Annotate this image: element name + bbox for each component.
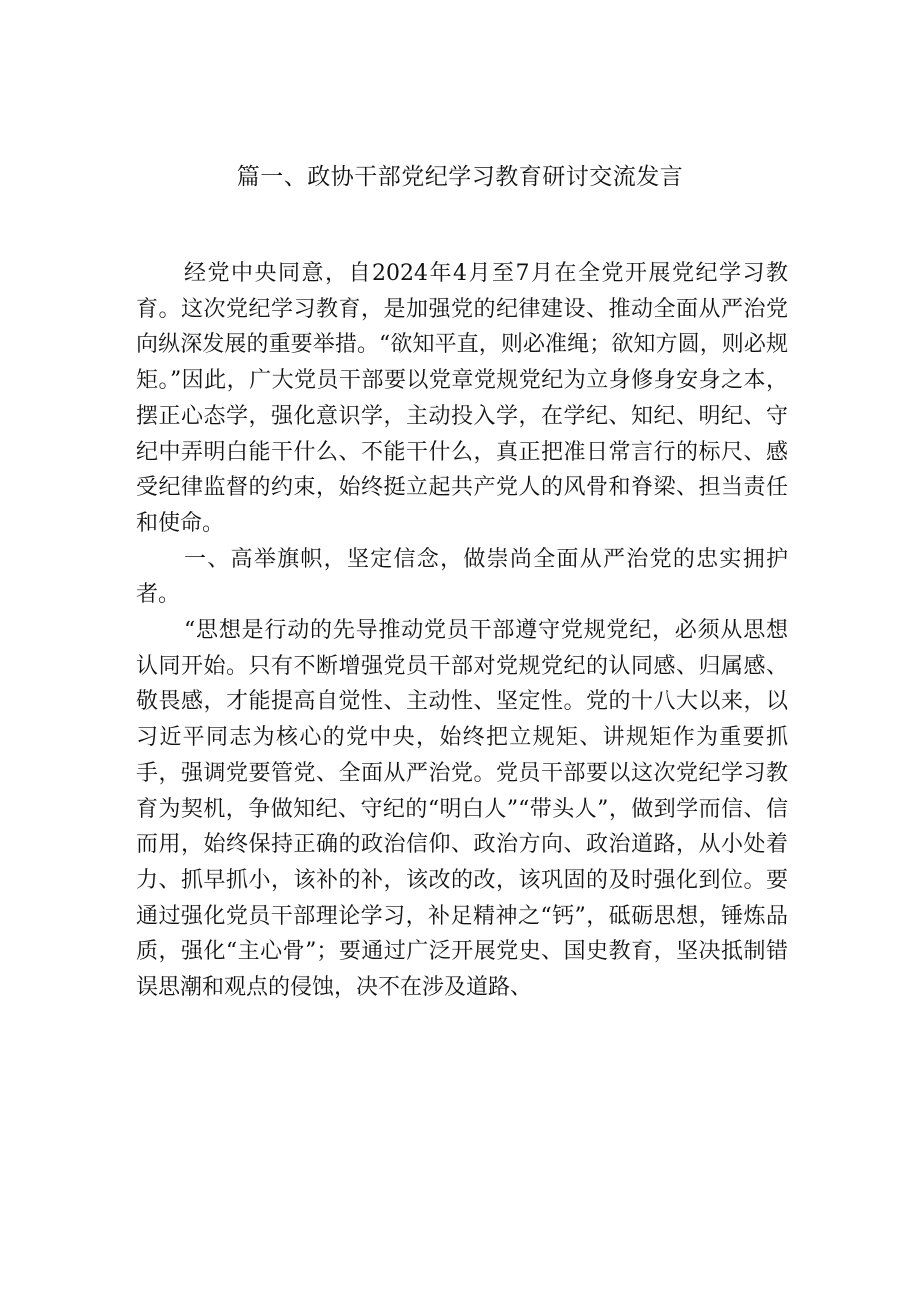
paragraph-body: “思想是行动的先导推动党员干部遵守党规党纪，必须从思想认同开始。只有不断增强党员干部对党规党纪的认同感、归属感、敬畏感，才能提高自觉性、主动性、坚定性。党的十八大以来，以习近平同志为核心的党中央，始终把立规矩、讲规矩作为重要抓手，强调党要管党、全面从严治党。党员干部要以这次党纪学习教育为契机，争做知纪、守纪的“明白人”“带头人”，做到学而信、信而用，始终保持正确的政治信仰、政治方向、政治道路，从小处着力、抓早抓小，该补的补，该改的改，该巩固的及时强化到位。要通过强化党员干部理论学习，补足精神之“钙”，砥砺思想，锤炼品质，强化“主心骨”；要通过广泛开展党史、国史教育，坚决抵制错误思潮和观点的侵蚀，决不在涉及道路、 [136, 618, 788, 1001]
document-body [136, 256, 788, 1006]
document-title: 篇一、政协干部党纪学习教育研讨交流发言 [236, 164, 684, 190]
paragraph-section-heading: 一、高举旗帜，坚定信念，做崇尚全面从严治党的忠实拥护者。 [136, 546, 788, 608]
paragraph-intro: 经党中央同意，自2024年4月至7月在全党开展党纪学习教育。这次党纪学习教育，是加强党的纪律建设、推动全面从严治党向纵深发展的重要举措。“欲知平直，则必准绳；欲知方圆，则必规矩。”因此，广大党员干部要以党章党规党纪为立身修身安身之本，摆正心态学，强化意识学，主动投入学，在学纪、知纪、明纪、守纪中弄明白能干什么、不能干什么，真正把准日常言行的标尺、感受纪律监督的约束，始终挺立起共产党人的风骨和脊梁、担当责任和使命。 [136, 261, 788, 536]
